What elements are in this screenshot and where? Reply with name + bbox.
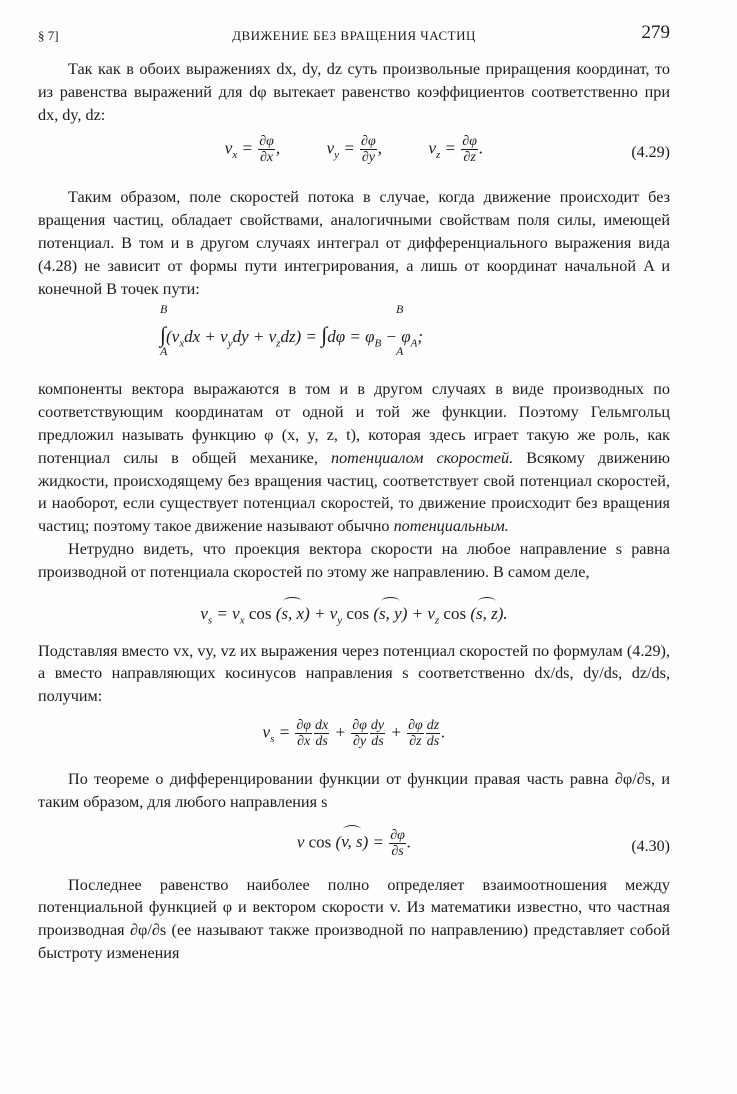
upper-limit-1: B: [160, 302, 168, 317]
equation-vs-expansion: $v_s$ = $\frac{\partial\varphi}{\partial x}$ $\frac{dx}{ds}$ + $\frac{\partial\varphi}{\partial y}$ $\frac{dy}{ds}$ + $\frac{\partial\varphi}{\partial z}$ $\frac{dz}{ds}$ .: [262, 717, 446, 749]
term-velocity-potential: потенциалом скоростей.: [330, 448, 514, 467]
paragraph-4: Нетрудно видеть, что проекция вектора скорости на любое направление s равна производной от потенциала скоростей по этому же направлению. В самом деле,: [38, 539, 670, 581]
equation-number-4-30: (4.30): [631, 837, 670, 855]
equation-4-29: $v_x$ = $\frac{\partial\varphi}{\partial x}$ , $v_y$ = $\frac{\partial\varphi}{\partial y}$ , $v_z$ = $\frac{\partial\varphi}{\partial z}$ . (4.29): [224, 134, 670, 166]
paragraph-3-part-a: компоненты вектора выражаются в том и в другом случаях в виде производных по соответствующим координатам от одной и той же функции. Поэтому Гельмгольц предложил называть функцию φ (x, y, z, t), которая здесь играет такую же роль, как потенциал силы в общей механике,: [38, 380, 670, 467]
paragraph-3: [38, 378, 670, 538]
paragraph-7: Последнее равенство наиболее полно определяет взаимоотношения между потенциальной функцией φ и вектором скорости v. Из математики известно, что частная производная ∂φ/∂s (ее называют также производной по направлению) представляет собой быстроту изменения: [38, 875, 670, 962]
equation-4-30: v cos (v, s) = $\frac{\partial\varphi}{\partial s}$ . (4.30): [296, 827, 670, 859]
running-header: [38, 22, 670, 52]
paragraph-3-part-b: Всякому движению жидкости, происходящему без вращения частиц, соответствует свой потенциал скоростей, и наоборот, если существует потенциал скоростей, то движение происходит без вращения частиц; поэтому такое движение называют обычно: [38, 448, 670, 536]
paragraph-1: Так как в обоих выражениях dx, dy, dz суть произвольные приращения координат, то из равенства выражений для dφ вытекает равенство коэффициентов соответственно при dx, dy, dz:: [38, 60, 670, 124]
equation-projection: $v_s = v_x$ cos (s, $x) + v_y$ cos (s, $y) + v_z$ cos (s, z).: [200, 603, 508, 626]
paragraph-5: Подставляя вместо vx, vy, vz их выражения через потенциал скоростей по формулам (4.29), а вместо направляющих косинусов направления s соответственно dx/ds, dy/ds, dz/ds, получим:: [38, 641, 670, 706]
integral-equation: B A B A $\int(v_xdx + v_ydy + v_zdz) = \int d\varphi = \varphi_B - \varphi_A$;: [160, 302, 424, 359]
page-number: 279: [641, 22, 670, 43]
running-title: ДВИЖЕНИЕ БЕЗ ВРАЩЕНИЯ ЧАСТИЦ: [232, 28, 476, 43]
book-page: [38, 22, 670, 965]
paragraph-6: По теореме о дифференцировании функции от функции правая часть равна ∂φ/∂s, и таким образом, для любого направления s: [38, 769, 670, 811]
lower-limit-1: A: [160, 344, 168, 359]
upper-limit-2: B: [396, 302, 404, 317]
section-mark: § 7]: [38, 28, 59, 43]
lower-limit-2: A: [396, 344, 404, 359]
equation-number-4-29: (4.29): [631, 144, 670, 162]
paragraph-2: Таким образом, поле скоростей потока в случае, когда движение происходит без вращения частиц, обладает свойствами, аналогичными свойствам поля силы, имеющей потенциал. В том и в другом случаях интеграл от дифференциального выражения вида (4.28) не зависит от формы пути интегрирования, а лишь от координат начальной A и конечной B точек пути:: [38, 188, 670, 298]
term-potential-motion: потенциальным.: [393, 517, 509, 536]
